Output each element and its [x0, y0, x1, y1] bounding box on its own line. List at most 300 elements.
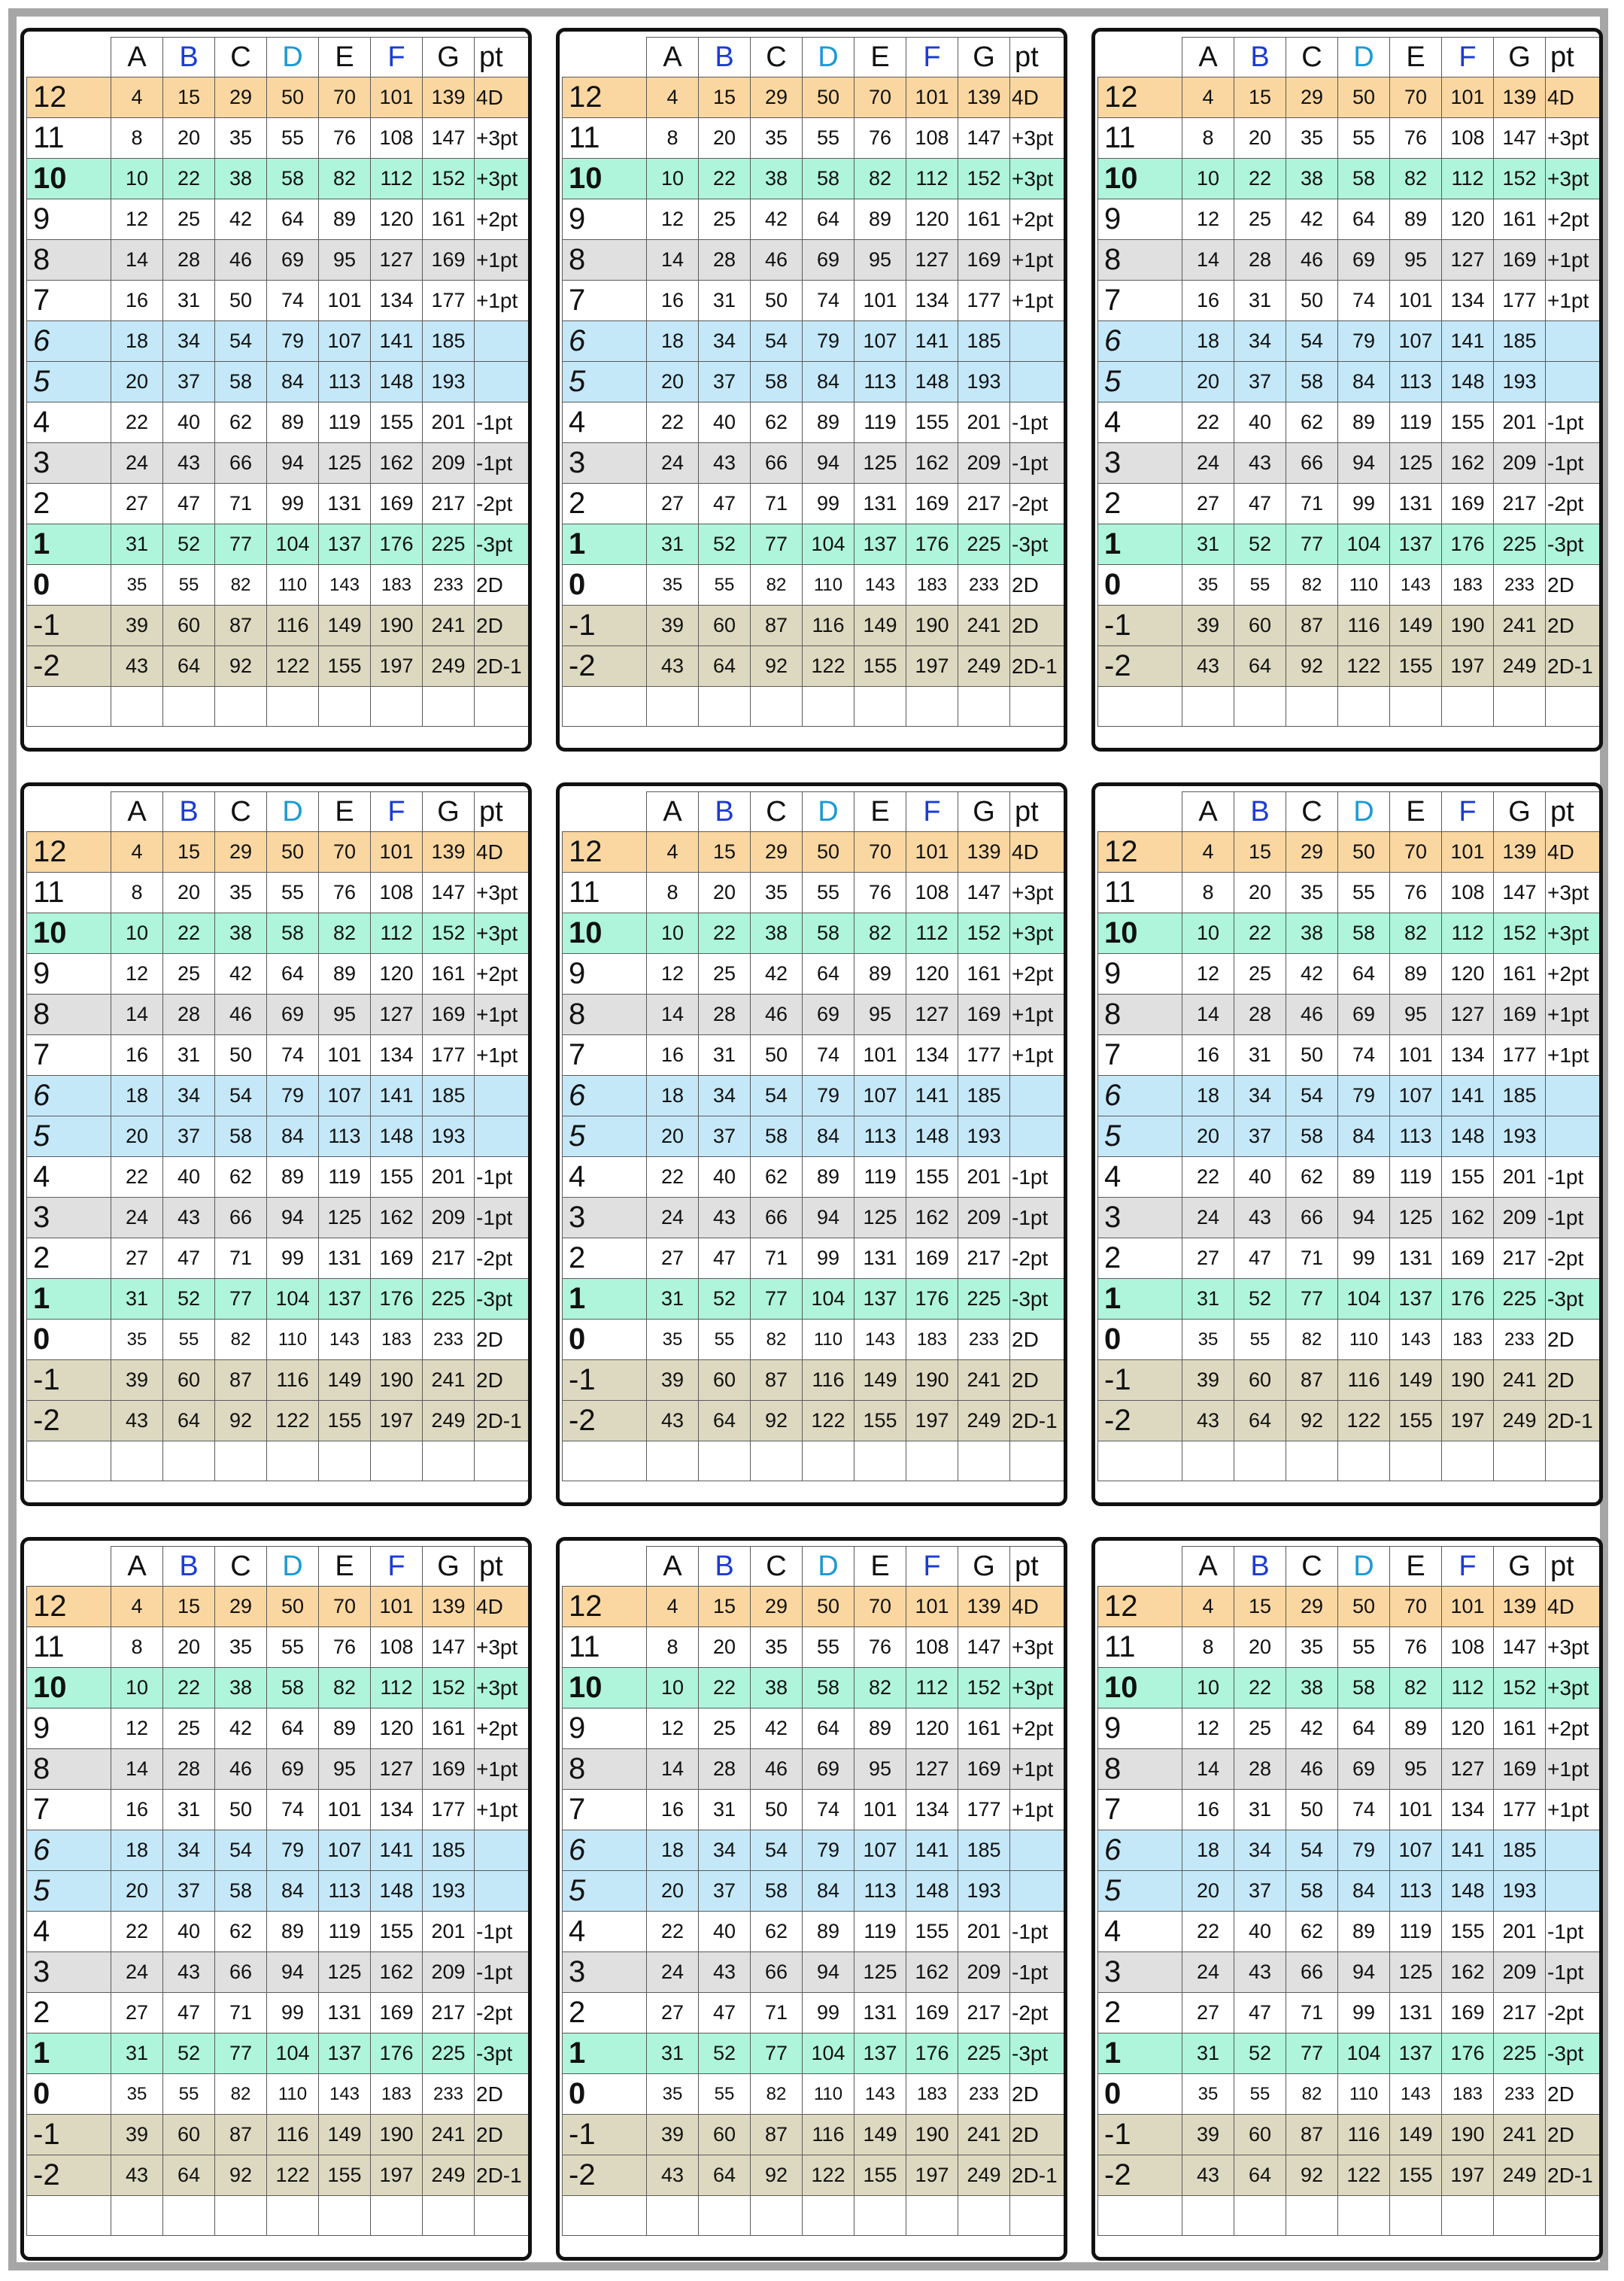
value-cell: 193 — [1494, 1116, 1546, 1157]
table-row — [27, 1749, 530, 1790]
table-row — [27, 1587, 530, 1627]
value-cell: 14 — [1182, 240, 1234, 281]
points-cell: 2D — [475, 565, 530, 606]
points-cell: -2pt — [475, 1993, 530, 2033]
value-cell: 89 — [803, 1912, 854, 1952]
value-cell: 225 — [1494, 524, 1546, 565]
table-row — [563, 77, 1066, 118]
value-cell: 64 — [1338, 199, 1390, 240]
value-cell: 20 — [1234, 118, 1286, 159]
score-sheet — [20, 782, 532, 1506]
level-cell: 3 — [1098, 1952, 1182, 1993]
value-cell: 77 — [215, 524, 267, 565]
value-cell: 92 — [1286, 646, 1338, 687]
value-cell: 66 — [751, 1952, 803, 1993]
value-cell: 76 — [319, 873, 371, 913]
table-row — [27, 1116, 530, 1157]
value-cell: 108 — [906, 1627, 958, 1668]
points-cell — [475, 1116, 530, 1157]
table-row — [563, 159, 1066, 199]
table-row — [1098, 362, 1601, 402]
value-cell: 24 — [647, 1952, 699, 1993]
value-cell: 47 — [1234, 1238, 1286, 1279]
value-cell: 37 — [1234, 1871, 1286, 1912]
value-cell: 42 — [1286, 1708, 1338, 1749]
value-cell: 28 — [1234, 240, 1286, 281]
level-cell: 9 — [27, 954, 111, 995]
value-cell: 113 — [854, 362, 906, 402]
points-cell — [1546, 362, 1601, 402]
level-cell: 2 — [1098, 1238, 1182, 1279]
table-row — [563, 2115, 1066, 2155]
value-cell: 233 — [423, 2074, 475, 2115]
table-row — [563, 873, 1066, 913]
points-cell — [1546, 321, 1601, 362]
value-cell: 113 — [319, 362, 371, 402]
table-row — [563, 995, 1066, 1035]
column-header: D — [803, 792, 854, 832]
value-cell: 241 — [1494, 1360, 1546, 1401]
value-cell: 50 — [803, 832, 854, 873]
empty-cell — [1010, 687, 1066, 727]
level-cell: -2 — [563, 646, 647, 687]
value-cell: 20 — [1234, 1627, 1286, 1668]
table-row — [27, 565, 530, 606]
points-cell: +1pt — [475, 1035, 530, 1076]
value-cell: 141 — [371, 1830, 423, 1871]
value-cell: 55 — [1234, 565, 1286, 606]
value-cell: 197 — [1442, 646, 1494, 687]
corner-cell — [27, 38, 111, 77]
value-cell: 127 — [1442, 240, 1494, 281]
table-row — [27, 1668, 530, 1708]
value-cell: 116 — [267, 606, 319, 646]
value-cell: 110 — [1338, 2074, 1390, 2115]
points-cell: 2D — [1546, 2074, 1601, 2115]
value-cell: 107 — [854, 1830, 906, 1871]
value-cell: 148 — [1442, 362, 1494, 402]
value-cell: 201 — [423, 402, 475, 443]
value-cell: 249 — [958, 646, 1010, 687]
value-cell: 122 — [267, 646, 319, 687]
score-table — [1097, 1546, 1601, 2236]
value-cell: 155 — [1442, 402, 1494, 443]
value-cell: 82 — [854, 1668, 906, 1708]
score-sheet — [20, 1537, 532, 2261]
table-row — [27, 362, 530, 402]
value-cell: 50 — [215, 1035, 267, 1076]
value-cell: 101 — [1390, 1035, 1442, 1076]
value-cell: 177 — [958, 281, 1010, 321]
value-cell: 35 — [1286, 1627, 1338, 1668]
value-cell: 74 — [267, 1035, 319, 1076]
value-cell: 40 — [163, 1912, 215, 1952]
value-cell: 64 — [803, 1708, 854, 1749]
value-cell: 143 — [319, 1320, 371, 1360]
level-cell: -1 — [27, 2115, 111, 2155]
value-cell: 134 — [906, 281, 958, 321]
value-cell: 43 — [1182, 646, 1234, 687]
empty-cell — [111, 2196, 163, 2236]
value-cell: 79 — [267, 1076, 319, 1116]
table-row — [27, 1035, 530, 1076]
value-cell: 16 — [111, 1790, 163, 1830]
value-cell: 22 — [699, 1668, 751, 1708]
table-row — [27, 2074, 530, 2115]
value-cell: 225 — [423, 524, 475, 565]
value-cell: 20 — [163, 873, 215, 913]
value-cell: 15 — [1234, 832, 1286, 873]
value-cell: 69 — [1338, 995, 1390, 1035]
level-cell: 7 — [1098, 1790, 1182, 1830]
value-cell: 113 — [1390, 362, 1442, 402]
table-row — [563, 606, 1066, 646]
value-cell: 35 — [1182, 2074, 1234, 2115]
level-cell: 6 — [1098, 1830, 1182, 1871]
value-cell: 40 — [699, 1912, 751, 1952]
value-cell: 147 — [1494, 118, 1546, 159]
value-cell: 110 — [1338, 1320, 1390, 1360]
value-cell: 20 — [111, 1871, 163, 1912]
empty-cell — [111, 1441, 163, 1481]
column-header: F — [906, 792, 958, 832]
value-cell: 60 — [1234, 1360, 1286, 1401]
value-cell: 193 — [958, 362, 1010, 402]
value-cell: 62 — [1286, 1912, 1338, 1952]
value-cell: 209 — [1494, 443, 1546, 484]
value-cell: 4 — [111, 832, 163, 873]
value-cell: 101 — [319, 281, 371, 321]
table-row — [27, 1198, 530, 1238]
value-cell: 131 — [854, 484, 906, 524]
value-cell: 119 — [1390, 1912, 1442, 1952]
value-cell: 94 — [803, 1198, 854, 1238]
value-cell: 14 — [111, 995, 163, 1035]
value-cell: 66 — [215, 1952, 267, 1993]
empty-cell — [1182, 2196, 1234, 2236]
level-cell: 7 — [27, 281, 111, 321]
level-cell: 6 — [27, 1076, 111, 1116]
value-cell: 155 — [1390, 2155, 1442, 2196]
value-cell: 104 — [803, 524, 854, 565]
empty-cell — [1494, 1441, 1546, 1481]
value-cell: 87 — [215, 2115, 267, 2155]
value-cell: 95 — [854, 1749, 906, 1790]
value-cell: 95 — [1390, 995, 1442, 1035]
points-cell: 2D-1 — [1010, 646, 1066, 687]
table-row — [1098, 913, 1601, 954]
level-cell: 11 — [563, 118, 647, 159]
value-cell: 22 — [699, 913, 751, 954]
column-header: D — [267, 792, 319, 832]
value-cell: 62 — [751, 402, 803, 443]
empty-cell — [27, 687, 111, 727]
value-cell: 46 — [215, 995, 267, 1035]
value-cell: 225 — [958, 524, 1010, 565]
value-cell: 177 — [1494, 1790, 1546, 1830]
value-cell: 58 — [267, 913, 319, 954]
level-cell: 11 — [27, 1627, 111, 1668]
value-cell: 64 — [699, 646, 751, 687]
points-cell: +3pt — [475, 1668, 530, 1708]
column-header: E — [854, 38, 906, 77]
value-cell: 50 — [267, 1587, 319, 1627]
value-cell: 28 — [1234, 995, 1286, 1035]
empty-cell — [563, 2196, 647, 2236]
level-cell: 5 — [1098, 1871, 1182, 1912]
table-row — [563, 281, 1066, 321]
value-cell: 40 — [699, 402, 751, 443]
value-cell: 92 — [751, 2155, 803, 2196]
value-cell: 52 — [163, 2033, 215, 2074]
value-cell: 217 — [1494, 484, 1546, 524]
value-cell: 125 — [319, 1198, 371, 1238]
value-cell: 62 — [751, 1157, 803, 1198]
value-cell: 25 — [699, 1708, 751, 1749]
level-cell: 4 — [1098, 402, 1182, 443]
value-cell: 42 — [215, 1708, 267, 1749]
value-cell: 155 — [319, 646, 371, 687]
table-row — [27, 1790, 530, 1830]
value-cell: 18 — [1182, 1076, 1234, 1116]
level-cell: 10 — [1098, 159, 1182, 199]
value-cell: 76 — [854, 118, 906, 159]
points-cell: -1pt — [1010, 1912, 1066, 1952]
empty-cell — [1546, 687, 1601, 727]
table-row — [27, 1157, 530, 1198]
value-cell: 43 — [111, 646, 163, 687]
level-cell: 10 — [563, 913, 647, 954]
points-cell: +3pt — [1010, 913, 1066, 954]
value-cell: 46 — [215, 1749, 267, 1790]
value-cell: 127 — [1442, 1749, 1494, 1790]
value-cell: 27 — [1182, 1238, 1234, 1279]
value-cell: 55 — [699, 1320, 751, 1360]
value-cell: 141 — [1442, 1830, 1494, 1871]
value-cell: 10 — [111, 159, 163, 199]
empty-cell — [563, 687, 647, 727]
value-cell: 35 — [1286, 118, 1338, 159]
column-header: C — [215, 792, 267, 832]
value-cell: 22 — [1182, 1157, 1234, 1198]
value-cell: 50 — [1286, 1790, 1338, 1830]
value-cell: 12 — [111, 954, 163, 995]
empty-cell — [803, 687, 854, 727]
table-row — [27, 2115, 530, 2155]
level-cell: 6 — [563, 321, 647, 362]
level-cell: 8 — [27, 1749, 111, 1790]
value-cell: 27 — [111, 1993, 163, 2033]
value-cell: 71 — [751, 484, 803, 524]
value-cell: 101 — [371, 77, 423, 118]
column-header: C — [1286, 38, 1338, 77]
points-cell: 4D — [475, 77, 530, 118]
value-cell: 31 — [111, 1279, 163, 1320]
level-cell: 9 — [27, 199, 111, 240]
value-cell: 64 — [803, 954, 854, 995]
header-row — [563, 792, 1066, 832]
column-header: E — [1390, 38, 1442, 77]
column-header: G — [1494, 1547, 1546, 1587]
value-cell: 28 — [699, 240, 751, 281]
table-row — [27, 443, 530, 484]
value-cell: 37 — [699, 362, 751, 402]
value-cell: 28 — [163, 995, 215, 1035]
value-cell: 110 — [803, 565, 854, 606]
points-cell: 2D — [475, 1320, 530, 1360]
points-cell: +3pt — [475, 118, 530, 159]
value-cell: 40 — [163, 402, 215, 443]
table-row — [27, 1993, 530, 2033]
table-row — [1098, 1912, 1601, 1952]
empty-cell — [371, 1441, 423, 1481]
value-cell: 74 — [1338, 1035, 1390, 1076]
value-cell: 76 — [1390, 873, 1442, 913]
table-row — [27, 1401, 530, 1441]
value-cell: 176 — [1442, 1279, 1494, 1320]
points-cell: 4D — [1010, 832, 1066, 873]
points-cell: +2pt — [475, 1708, 530, 1749]
table-row — [563, 240, 1066, 281]
value-cell: 217 — [423, 1238, 475, 1279]
level-cell: 2 — [563, 1238, 647, 1279]
value-cell: 15 — [699, 77, 751, 118]
points-cell: +3pt — [1010, 1627, 1066, 1668]
value-cell: 58 — [1338, 1668, 1390, 1708]
value-cell: 35 — [1182, 1320, 1234, 1360]
value-cell: 66 — [751, 1198, 803, 1238]
points-cell: -1pt — [1010, 402, 1066, 443]
value-cell: 152 — [1494, 159, 1546, 199]
points-cell: -1pt — [1546, 443, 1601, 484]
value-cell: 24 — [111, 1198, 163, 1238]
table-row — [563, 1830, 1066, 1871]
value-cell: 58 — [803, 913, 854, 954]
points-cell: 2D — [1010, 1360, 1066, 1401]
value-cell: 169 — [958, 240, 1010, 281]
points-cell: -2pt — [1546, 1238, 1601, 1279]
value-cell: 20 — [163, 118, 215, 159]
column-header: E — [1390, 792, 1442, 832]
empty-cell — [475, 1441, 530, 1481]
value-cell: 52 — [699, 2033, 751, 2074]
points-cell: -1pt — [475, 1198, 530, 1238]
value-cell: 134 — [371, 1790, 423, 1830]
header-row — [563, 38, 1066, 77]
table-row — [27, 2155, 530, 2196]
value-cell: 47 — [699, 1238, 751, 1279]
value-cell: 58 — [1338, 913, 1390, 954]
empty-cell — [1234, 2196, 1286, 2236]
value-cell: 225 — [958, 1279, 1010, 1320]
value-cell: 125 — [854, 443, 906, 484]
corner-cell — [27, 1547, 111, 1587]
value-cell: 185 — [423, 321, 475, 362]
value-cell: 82 — [854, 913, 906, 954]
column-header: G — [958, 38, 1010, 77]
table-row — [1098, 1790, 1601, 1830]
empty-cell — [27, 1441, 111, 1481]
value-cell: 46 — [1286, 995, 1338, 1035]
value-cell: 155 — [906, 402, 958, 443]
table-row — [27, 954, 530, 995]
column-header: E — [319, 792, 371, 832]
value-cell: 233 — [958, 2074, 1010, 2115]
column-header: pt — [475, 38, 530, 77]
value-cell: 185 — [1494, 1830, 1546, 1871]
level-cell: 0 — [1098, 565, 1182, 606]
value-cell: 209 — [423, 443, 475, 484]
table-row — [563, 2033, 1066, 2074]
level-cell: 1 — [27, 1279, 111, 1320]
value-cell: 169 — [958, 995, 1010, 1035]
value-cell: 147 — [1494, 1627, 1546, 1668]
value-cell: 225 — [1494, 1279, 1546, 1320]
value-cell: 27 — [647, 484, 699, 524]
table-row — [563, 1320, 1066, 1360]
table-row — [1098, 524, 1601, 565]
value-cell: 25 — [163, 199, 215, 240]
value-cell: 104 — [803, 1279, 854, 1320]
value-cell: 22 — [111, 402, 163, 443]
value-cell: 82 — [1286, 1320, 1338, 1360]
column-header: C — [1286, 1547, 1338, 1587]
points-cell: +1pt — [475, 1790, 530, 1830]
value-cell: 22 — [163, 913, 215, 954]
value-cell: 139 — [958, 832, 1010, 873]
value-cell: 12 — [647, 199, 699, 240]
value-cell: 71 — [215, 484, 267, 524]
table-row — [27, 402, 530, 443]
value-cell: 82 — [319, 1668, 371, 1708]
value-cell: 54 — [1286, 321, 1338, 362]
points-cell: +3pt — [475, 159, 530, 199]
points-cell: -2pt — [475, 484, 530, 524]
empty-cell — [319, 1441, 371, 1481]
value-cell: 27 — [647, 1993, 699, 2033]
points-cell — [475, 1830, 530, 1871]
empty-cell — [1338, 687, 1390, 727]
value-cell: 82 — [1286, 565, 1338, 606]
value-cell: 16 — [111, 281, 163, 321]
value-cell: 34 — [699, 1076, 751, 1116]
level-cell: 8 — [1098, 995, 1182, 1035]
table-row — [1098, 1830, 1601, 1871]
value-cell: 16 — [647, 1790, 699, 1830]
level-cell: 7 — [563, 281, 647, 321]
value-cell: 183 — [1442, 1320, 1494, 1360]
table-row — [27, 281, 530, 321]
points-cell: +2pt — [1010, 954, 1066, 995]
value-cell: 89 — [319, 199, 371, 240]
value-cell: 87 — [751, 606, 803, 646]
points-cell: 2D-1 — [475, 1401, 530, 1441]
value-cell: 116 — [803, 2115, 854, 2155]
value-cell: 22 — [163, 159, 215, 199]
empty-cell — [1390, 2196, 1442, 2236]
value-cell: 50 — [1338, 77, 1390, 118]
level-cell: 0 — [563, 565, 647, 606]
points-cell: 2D — [475, 1360, 530, 1401]
value-cell: 82 — [215, 2074, 267, 2115]
value-cell: 143 — [854, 1320, 906, 1360]
value-cell: 197 — [906, 2155, 958, 2196]
value-cell: 40 — [1234, 1912, 1286, 1952]
value-cell: 50 — [751, 1035, 803, 1076]
value-cell: 113 — [319, 1871, 371, 1912]
value-cell: 125 — [854, 1952, 906, 1993]
value-cell: 24 — [1182, 443, 1234, 484]
